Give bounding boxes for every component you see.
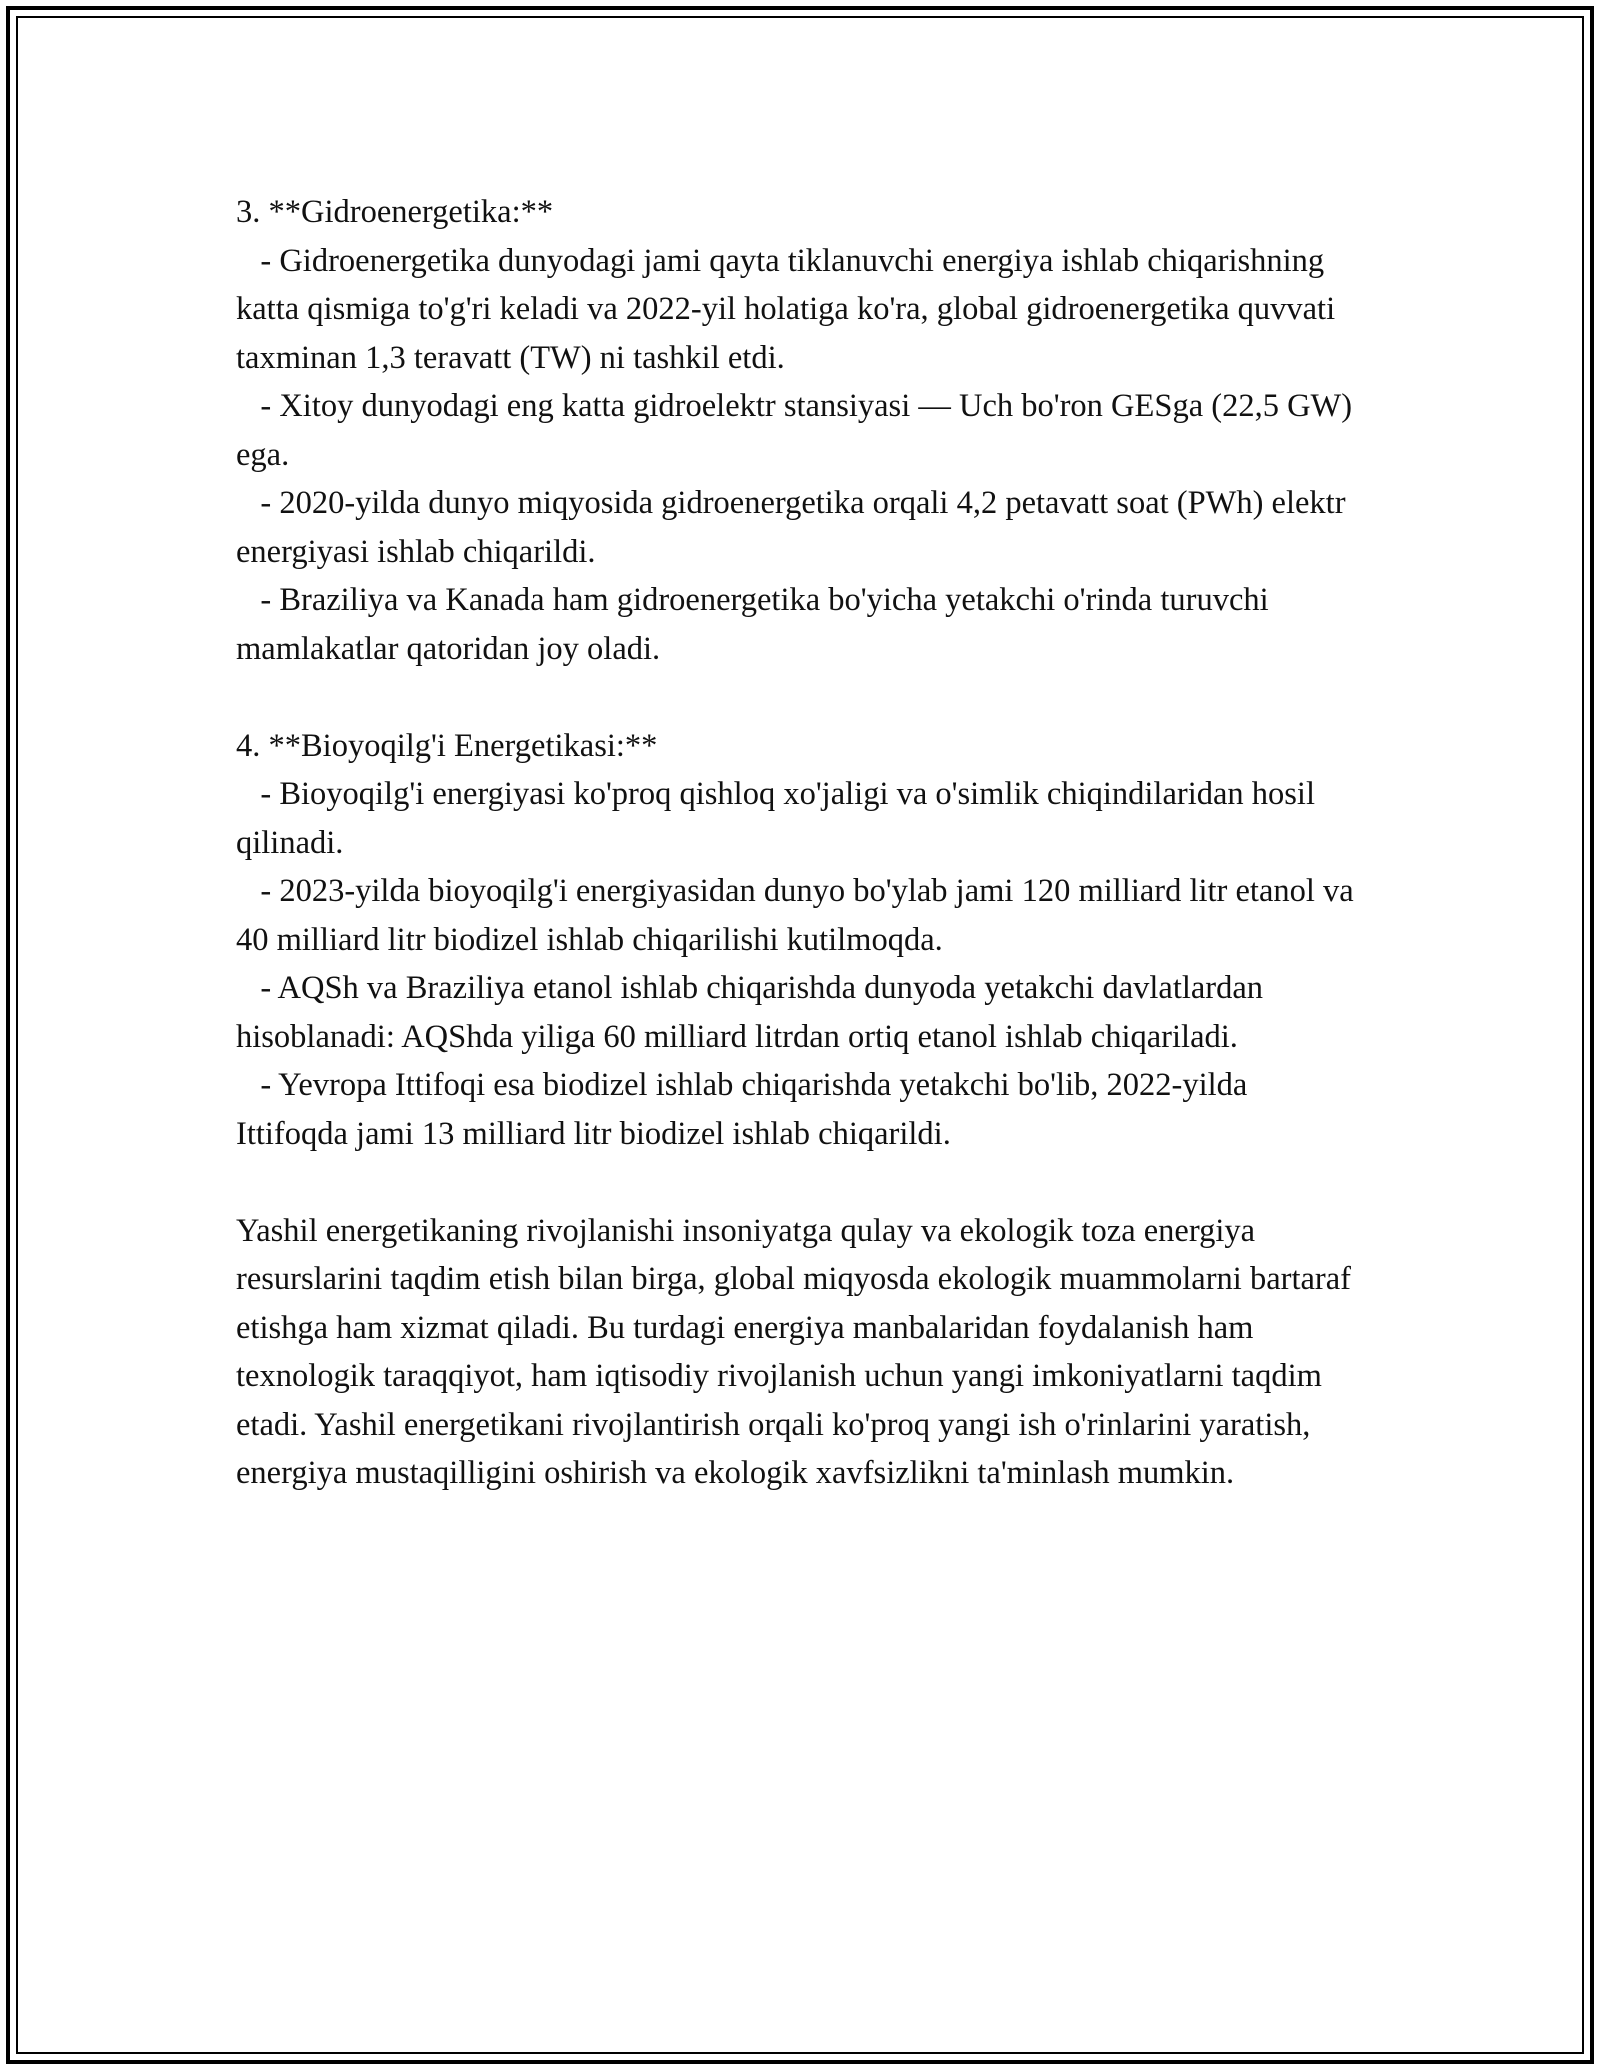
bullet-item: - Xitoy dunyodagi eng katta gidroelektr stansiyasi — Uch bo'ron GESga (22,5 GW) ega. [236,388,1361,473]
bullet-item: - Braziliya va Kanada ham gidroenergetika bo'yicha yetakchi o'rinda turuvchi mamlakatlar qatoridan joy oladi. [236,582,1277,667]
bullet-item: - Gidroenergetika dunyodagi jami qayta tiklanuvchi energiya ishlab chiqarishning katta qismiga to'g'ri keladi va 2022-yil holatiga ko'ra, global gidroenergetika quvvati taxminan 1,3 teravatt (TW) ni tashkil etdi. [236,242,1344,376]
section-hydropower [236,188,1366,673]
bullet-item: - AQSh va Braziliya etanol ishlab chiqarishda dunyoda yetakchi davlatlardan hisoblanadi: AQShda yiliga 60 milliard litrdan ortiq etanol ishlab chiqariladi. [236,970,1272,1055]
document-body [236,188,1366,1498]
bullet-item: - 2020-yilda dunyo miqyosida gidroenergetika orqali 4,2 petavatt soat (PWh) elektr energiyasi ishlab chiqarildi. [236,485,1354,570]
bullet-item: - Yevropa Ittifoqi esa biodizel ishlab chiqarishda yetakchi bo'lib, 2022-yilda Ittifoqda jami 13 milliard litr biodizel ishlab chiqarildi. [236,1067,1256,1152]
section-heading: 3. **Gidroenergetika:** [236,194,554,230]
section-heading: 4. **Bioyoqilg'i Energetikasi:** [236,727,658,764]
bullet-item: - Bioyoqilg'i energiyasi ko'proq qishloq xo'jaligi va o'simlik chiqindilaridan hosil qilinadi. [236,776,1324,861]
section-biofuel [236,722,1366,1159]
bullet-item: - 2023-yilda bioyoqilg'i energiyasidan dunyo bo'ylab jami 120 milliard litr etanol va 40 milliard litr biodizel ishlab chiqarilishi kutilmoqda. [236,873,1362,958]
blank-line [236,1158,1366,1207]
conclusion-paragraph: Yashil energetikaning rivojlanishi insoniyatga qulay va ekologik toza energiya resurslarini taqdim etish bilan birga, global miqyosda ekologik muammolarni bartaraf etishga ham xizmat qiladi. Bu turdagi energiya manbalaridan foydalanish ham texnologik taraqqiyot, ham iqtisodiy rivojlanish uchun yangi imkoniyatlarni taqdim etadi. Yashil energetikani rivojlantirish orqali ko'proq yangi ish o'rinlarini yaratish, energiya mustaqilligini oshirish va ekologik xavfsizlikni ta'minlash mumkin. [236,1212,1351,1491]
blank-line [236,673,1366,722]
